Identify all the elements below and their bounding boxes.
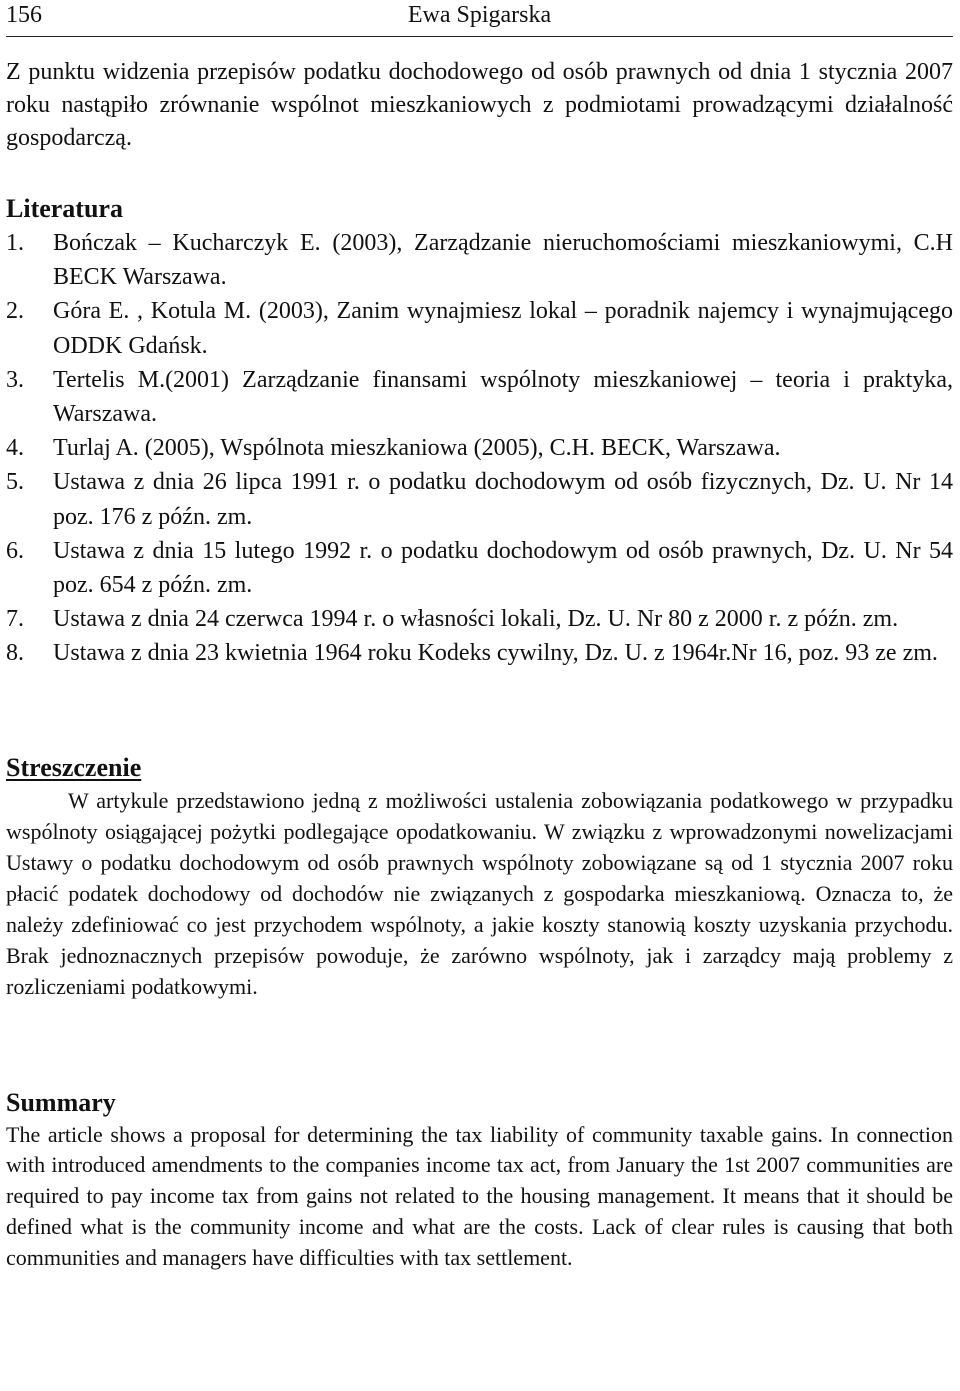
reference-item (6, 602, 953, 636)
streszczenie-heading: Streszczenie (6, 752, 142, 782)
reference-text: Turlaj A. (2005), Wspólnota mieszkaniowa (2005), C.H. BECK, Warszawa. (53, 435, 781, 462)
reference-list (6, 226, 953, 671)
reference-item (6, 226, 953, 294)
reference-text: Ustawa z dnia 15 lutego 1992 r. o podatku dochodowym od osób prawnych, Dz. U. Nr 54 poz. 654 z późn. zm. (53, 537, 953, 599)
reference-item (6, 431, 953, 465)
reference-number: 3. (6, 366, 24, 393)
streszczenie-paragraph: W artykule przedstawiono jedną z możliwości ustalenia zobowiązania podatkowego w przypadku wspólnoty osiągającej pożytki podlegające opodatkowaniu. W związku z wprowadzonymi nowelizacjami Ustawy o podatku dochodowym od osób prawnych wspólnoty zobowiązane są od 1 stycznia 2007 roku płacić podatek dochodowy od dochodów nie związanych z gospodarka mieszkaniową. Oznacza to, że należy zdefiniować co jest przychodem wspólnoty, a jakie koszty stanowią koszty uzyskania przychodu. Brak jednoznacznych przepisów powoduje, że zarówno wspólnoty, jak i zarządcy mają problemy z rozliczeniami podatkowymi. (6, 787, 953, 999)
reference-text: Góra E. , Kotula M. (2003), Zanim wynajmiesz lokal – poradnik najemcy i wynajmującego ODDK Gdańsk. (53, 298, 953, 359)
reference-number: 7. (6, 606, 24, 633)
reference-text: Tertelis M.(2001) Zarządzanie finansami wspólnoty mieszkaniowej – teoria i praktyka, Warszawa. (53, 366, 953, 428)
reference-item (6, 294, 953, 362)
reference-number: 5. (6, 469, 24, 496)
reference-number: 6. (6, 537, 24, 564)
reference-text: Bończak – Kucharczyk E. (2003), Zarządzanie nieruchomościami mieszkaniowymi, C.H BECK Warszawa. (53, 230, 953, 291)
reference-number: 8. (6, 640, 24, 667)
reference-item (6, 534, 953, 602)
summary-heading: Summary (6, 1087, 116, 1117)
literature-heading: Literatura (6, 194, 123, 223)
running-header (6, 0, 953, 37)
streszczenie-section (6, 751, 953, 1002)
reference-number: 4. (6, 435, 24, 462)
reference-number: 2. (6, 298, 24, 325)
reference-item (6, 363, 953, 431)
summary-section (6, 1086, 953, 1274)
reference-text: Ustawa z dnia 26 lipca 1991 r. o podatku dochodowym od osób fizycznych, Dz. U. Nr 14 poz. 176 z późn. zm. (53, 469, 953, 530)
reference-text: Ustawa z dnia 24 czerwca 1994 r. o własności lokali, Dz. U. Nr 80 z 2000 r. z późn. zm. (53, 606, 899, 633)
reference-text: Ustawa z dnia 23 kwietnia 1964 roku Kodeks cywilny, Dz. U. z 1964r.Nr 16, poz. 93 ze zm. (53, 640, 938, 667)
intro-paragraph: Z punktu widzenia przepisów podatku dochodowego od osób prawnych od dnia 1 stycznia 2007 roku nastąpiło zrównanie wspólnot mieszkaniowych z podmiotami prowadzącymi działalność gospodarczą. (6, 59, 953, 151)
reference-item (6, 636, 953, 670)
summary-paragraph: The article shows a proposal for determining the tax liability of community taxable gains. In connection with introduced amendments to the companies income tax act, from January the 1st 2007 communities are required to pay income tax from gains not related to the housing management. It means that it should be defined what is the community income and what are the costs. Lack of clear rules is causing that both communities and managers have difficulties with tax settlement. (6, 1121, 953, 1270)
reference-number: 1. (6, 230, 24, 256)
running-header-author: Ewa Spigarska (407, 2, 552, 28)
page-number: 156 (6, 2, 42, 28)
reference-item (6, 465, 953, 533)
